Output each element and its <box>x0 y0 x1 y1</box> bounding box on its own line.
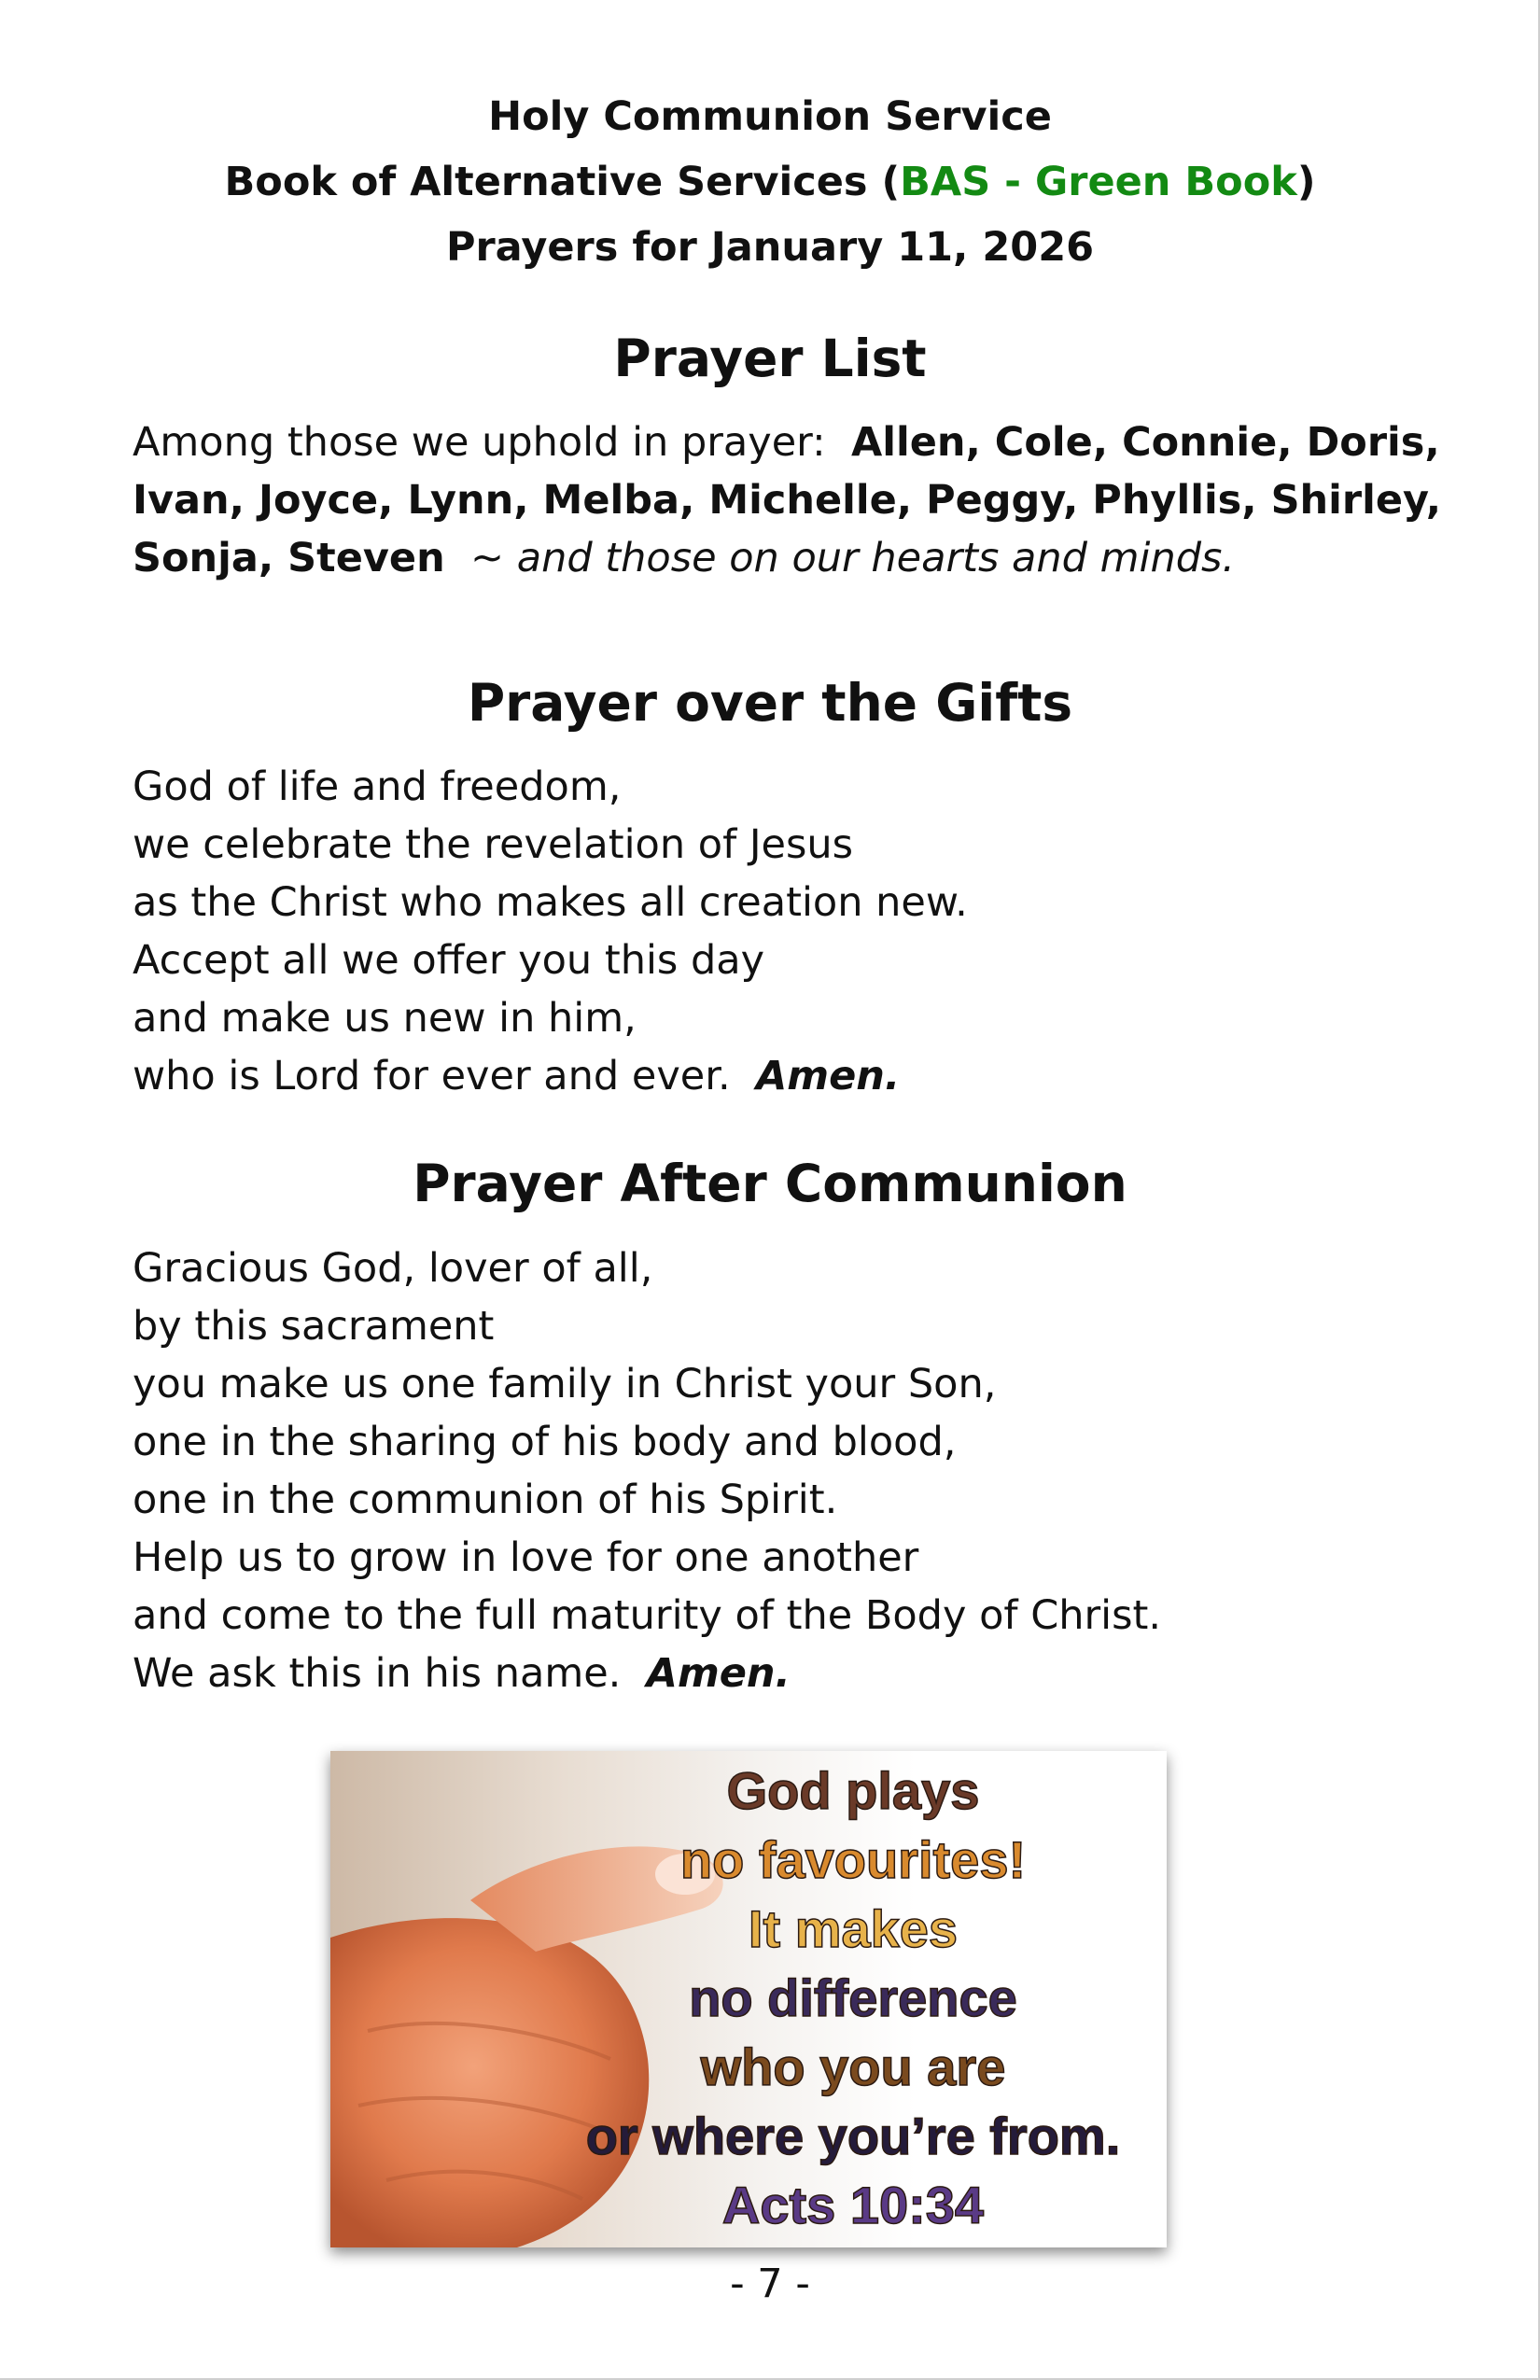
prayer-gifts-line: as the Christ who makes all creation new. <box>133 879 968 926</box>
book-highlight: BAS - Green Book <box>900 159 1297 205</box>
quote-line: no difference <box>689 1968 1017 2027</box>
prayer-communion-line: one in the sharing of his body and blood, <box>133 1419 957 1465</box>
prayer-list-intro: Among those we uphold in prayer: <box>133 419 826 466</box>
prayer-gifts-line: who is Lord for ever and ever. <box>133 1053 731 1099</box>
prayer-communion-line: Gracious God, lover of all, <box>133 1245 653 1292</box>
prayer-list-heading: Prayer List <box>613 329 927 388</box>
book-suffix: ) <box>1296 159 1316 205</box>
prayer-gifts-text <box>133 758 1421 1105</box>
page-number: - 7 - <box>730 2261 810 2307</box>
prayer-list-line-3 <box>133 529 1421 587</box>
prayer-gifts-heading: Prayer over the Gifts <box>467 673 1073 733</box>
prayer-communion-line: by this sacrament <box>133 1303 495 1350</box>
quote-line: who you are <box>700 2037 1006 2096</box>
prayer-gifts-line: God of life and freedom, <box>133 763 622 810</box>
quote-line: no favourites! <box>679 1830 1027 1889</box>
prayer-list-line-1 <box>133 413 1440 471</box>
prayer-communion-text <box>133 1239 1421 1702</box>
image-quote <box>554 1757 1152 2240</box>
service-date: Prayers for January 11, 2026 <box>445 224 1095 271</box>
prayer-communion-amen: Amen. <box>646 1650 791 1697</box>
service-book-line <box>0 149 1540 215</box>
prayer-communion-line: and come to the full maturity of the Body of Christ. <box>133 1592 1162 1639</box>
prayer-list-closing: ~ and those on our hearts and minds. <box>470 535 1236 581</box>
service-title: Holy Communion Service <box>488 93 1052 140</box>
prayer-names-3: Sonja, Steven <box>133 535 445 581</box>
prayer-gifts-line: we celebrate the revelation of Jesus <box>133 821 854 868</box>
pointing-hand-image <box>330 1751 1167 2247</box>
prayer-gifts-last-line <box>133 1047 1421 1105</box>
prayer-communion-line: Help us to grow in love for one another <box>133 1534 919 1581</box>
prayer-list-paragraph <box>133 413 1442 587</box>
prayer-communion-line: you make us one family in Christ your Son, <box>133 1361 997 1407</box>
quote-line: God plays <box>726 1761 980 1820</box>
prayer-communion-line: We ask this in his name. <box>133 1650 622 1697</box>
prayer-gifts-line: Accept all we offer you this day <box>133 937 765 984</box>
quote-reference: Acts 10:34 <box>721 2176 985 2234</box>
quote-line: It makes <box>748 1899 959 1958</box>
book-name: Book of Alternative Services ( <box>224 159 901 205</box>
quote-line: or where you’re from. <box>585 2107 1121 2165</box>
prayer-communion-line: one in the communion of his Spirit. <box>133 1477 838 1523</box>
prayer-communion-last-line <box>133 1645 1421 1702</box>
prayer-names-1: Allen, Cole, Connie, Doris, <box>850 419 1440 466</box>
prayer-gifts-line: and make us new in him, <box>133 995 637 1042</box>
prayer-gifts-amen: Amen. <box>755 1053 901 1099</box>
service-header <box>0 84 1540 280</box>
prayer-names-2: Ivan, Joyce, Lynn, Melba, Michelle, Peggy, Phyllis, Shirley, <box>133 477 1442 524</box>
prayer-communion-heading: Prayer After Communion <box>413 1154 1127 1213</box>
